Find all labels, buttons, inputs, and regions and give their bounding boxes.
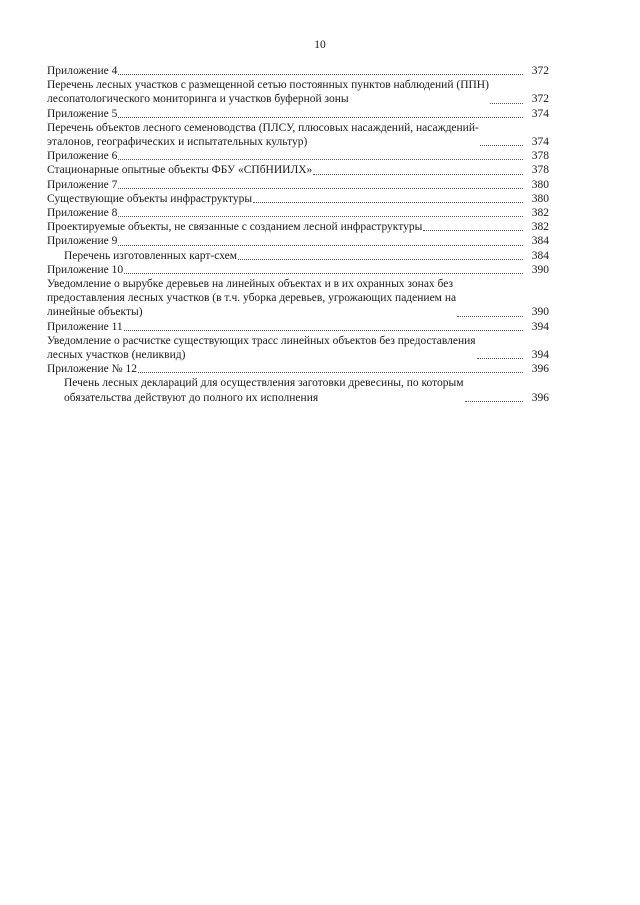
toc-entry-title: Приложение 5 xyxy=(47,107,118,120)
toc-entry-title: Приложение 10 xyxy=(47,263,124,276)
dot-leader xyxy=(118,216,523,217)
toc-entry[interactable] xyxy=(47,249,549,263)
dot-leader xyxy=(490,103,523,104)
toc-entry-title: Приложение 8 xyxy=(47,207,118,220)
toc-entry[interactable] xyxy=(47,334,549,362)
toc-entry-title: Перечень лесных участков с размещенной сетью постоянных пунктов наблюдений (ППН) лесопатологического мониторинга и участков буферной зоны xyxy=(47,79,489,106)
dot-leader xyxy=(118,245,523,246)
toc-entry[interactable] xyxy=(47,163,549,177)
toc-entry-page: 372 xyxy=(531,65,549,77)
toc-entry-page: 390 xyxy=(531,306,549,319)
toc-entry-title: Приложение 9 xyxy=(47,235,118,248)
toc-entry[interactable] xyxy=(47,121,549,149)
toc-entry-title: Печень лесных деклараций для осуществления заготовки древесины, по которым обязательства действуют до полного их исполнения xyxy=(64,377,464,404)
toc-entry-title: Уведомление о расчистке существующих трасс линейных объектов без предоставления лесных участков (неликвид) xyxy=(47,334,476,362)
toc-entry-page: 384 xyxy=(531,249,549,262)
dot-leader xyxy=(477,358,523,359)
page-number: 10 xyxy=(314,39,326,51)
dot-leader xyxy=(253,202,523,203)
toc-entry[interactable] xyxy=(47,220,549,234)
toc-entry-page: 384 xyxy=(531,235,549,248)
toc-entry[interactable] xyxy=(47,192,549,206)
toc-entry-page: 380 xyxy=(531,178,549,191)
toc-entry-page: 396 xyxy=(531,391,549,404)
toc-entry-title: Приложение 6 xyxy=(47,150,118,163)
toc-entry-page: 372 xyxy=(531,93,549,106)
toc-entry-title: Проектируемые объекты, не связанные с созданием лесной инфраструктуры xyxy=(47,221,423,234)
toc-entry-page: 382 xyxy=(531,207,549,220)
toc-entry-page: 374 xyxy=(531,136,549,149)
toc-entry[interactable] xyxy=(47,362,549,376)
dot-leader xyxy=(457,316,523,317)
dot-leader xyxy=(423,230,523,231)
dot-leader xyxy=(118,159,523,160)
toc-entry[interactable] xyxy=(47,64,549,78)
dot-leader xyxy=(124,330,523,331)
toc-entry-page: 378 xyxy=(531,150,549,163)
dot-leader xyxy=(238,259,523,260)
toc-entry[interactable] xyxy=(47,376,549,404)
toc-entry[interactable] xyxy=(47,178,549,192)
toc-entry-page: 378 xyxy=(531,164,549,177)
toc-entry-title: Перечень изготовленных карт-схем xyxy=(64,249,238,262)
toc-entry-page: 374 xyxy=(531,107,549,120)
toc-entry[interactable] xyxy=(47,320,549,334)
toc-entry-page: 394 xyxy=(531,349,549,362)
toc-entry-page: 390 xyxy=(531,263,549,276)
toc-entry[interactable] xyxy=(47,107,549,121)
toc-entry-title: Стационарные опытные объекты ФБУ «СПбНИИЛХ» xyxy=(47,164,313,177)
dot-leader xyxy=(118,188,523,189)
toc-entry-page: 382 xyxy=(531,221,549,234)
toc-entry[interactable] xyxy=(47,206,549,220)
toc-entry-title: Существующие объекты инфраструктуры xyxy=(47,192,253,205)
toc-entry-title: Приложение 7 xyxy=(47,178,118,191)
toc-entry-title: Приложение 4 xyxy=(47,65,118,77)
dot-leader xyxy=(118,117,523,118)
table-of-contents xyxy=(47,64,549,405)
toc-entry[interactable] xyxy=(47,78,549,106)
dot-leader xyxy=(124,273,523,274)
toc-entry[interactable] xyxy=(47,149,549,163)
toc-entry-title: Уведомление о вырубке деревьев на линейных объектах и в их охранных зонах без предоставления лесных участков (в т.ч. уборка деревьев, угрожающих падением на линейные объекты) xyxy=(47,278,457,319)
dot-leader xyxy=(465,401,523,402)
toc-entry[interactable] xyxy=(47,277,549,320)
toc-entry-page: 396 xyxy=(531,363,549,376)
toc-entry-title: Приложение № 12 xyxy=(47,363,137,376)
dot-leader xyxy=(138,372,523,373)
toc-entry[interactable] xyxy=(47,263,549,277)
toc-entry-title: Приложение 11 xyxy=(47,320,123,333)
toc-entry-page: 394 xyxy=(531,320,549,333)
toc-entry[interactable] xyxy=(47,234,549,248)
dot-leader xyxy=(480,145,523,146)
toc-entry-title: Перечень объектов лесного семеноводства (ПЛСУ, плюсовых насаждений, насаждений- эталонов, географических и испытательных культур) xyxy=(47,121,479,149)
dot-leader xyxy=(313,174,523,175)
dot-leader xyxy=(118,74,523,75)
toc-entry-page: 380 xyxy=(531,192,549,205)
